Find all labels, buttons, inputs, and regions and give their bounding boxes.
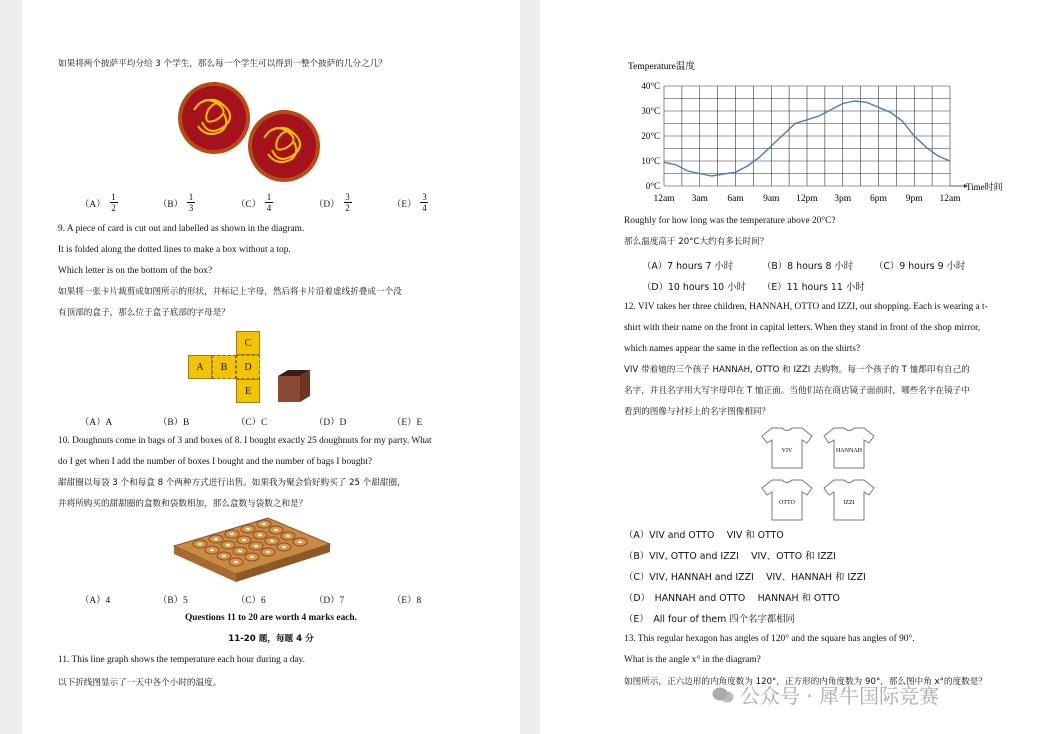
doughnut-box-illustration	[172, 514, 332, 584]
q11-text-en: 11. This line graph shows the temperature each hour during a day.	[58, 655, 305, 665]
page-right	[540, 0, 1062, 734]
net-square-b: B	[212, 355, 236, 379]
q12-option-d[interactable]: （D） HANNAH and OTTO HANNAH 和 OTTO	[624, 593, 840, 604]
pizza-illustration	[172, 76, 332, 188]
q12-text-cn-2: 名字，并且名字用大写字母印在 T 恤正面。当他们站在商店镜子面前时，哪些名字在镜子中	[624, 386, 970, 396]
q8-option-b[interactable]: （B） $\frac{1}{3}$	[158, 192, 194, 213]
tshirt-viv	[762, 428, 812, 468]
tshirt-otto	[762, 480, 812, 520]
q11-option-d[interactable]: （D）10 hours 10 小时	[642, 282, 746, 293]
q12-text-en-3: which names appear the same in the reflection as on the shirts?	[624, 344, 861, 354]
chart-x-tick-label: 6pm	[870, 194, 887, 204]
svg-text:VIV: VIV	[781, 448, 793, 454]
q12-option-a[interactable]: （A）VIV and OTTO VIV 和 OTTO	[624, 530, 784, 541]
q12-text-en-1: 12. VIV takes her three children, HANNAH, OTTO and IZZI, out shopping. Each is wearing a t-	[624, 302, 988, 312]
tshirt-izzi	[824, 480, 874, 520]
temperature-line-chart	[618, 56, 1018, 208]
q11-question-en: Roughly for how long was the temperature above 20°C?	[624, 216, 836, 226]
q11-option-e[interactable]: （E）11 hours 11 小时	[762, 282, 865, 293]
chart-y-tick-label: 10°C	[641, 156, 660, 166]
chart-x-tick-label: 6am	[727, 194, 744, 204]
q8-option-a[interactable]: （A） $\frac{1}{2}$	[80, 192, 116, 213]
q9-option-c[interactable]: （C）C	[236, 418, 268, 428]
pizza-1	[178, 82, 250, 154]
q10-option-c[interactable]: （C）6	[236, 596, 266, 606]
section-heading-cn: 11-20 题，每题 4 分	[228, 634, 314, 644]
chart-y-tick-label: 30°C	[641, 106, 660, 116]
chart-x-tick-labels	[653, 194, 961, 204]
chart-x-tick-label: 9pm	[905, 194, 923, 204]
chart-y-tick-label: 20°C	[641, 131, 660, 141]
q11-option-c[interactable]: （C）9 hours 9 小时	[874, 261, 966, 272]
chart-grid	[664, 86, 968, 188]
chart-x-tick-label: 3pm	[834, 194, 852, 204]
q9-option-e[interactable]: （E）E	[392, 418, 423, 428]
q10-option-b[interactable]: （B）5	[158, 596, 188, 606]
svg-text:OTTO: OTTO	[779, 500, 795, 506]
q11-option-a[interactable]: （A）7 hours 7 小时	[642, 261, 734, 272]
q13-text-cn-1: 如图所示，正六边形的内角度数为 120°，正方形的内角度数为 90°，那么图中角 x°的度数是？	[624, 677, 987, 687]
net-square-c: C	[236, 331, 260, 355]
q12-option-b[interactable]: （B）VIV, OTTO and IZZI VIV、OTTO 和 IZZI	[624, 551, 836, 562]
q10-text-cn-1: 甜甜圈以每袋 3 个和每盒 8 个两种方式进行出售。如果我为聚会恰好购买了 25 个甜甜圈，	[58, 478, 406, 488]
q8-option-d[interactable]: （D） $\frac{3}{2}$	[314, 192, 350, 213]
q11-text-cn: 以下折线图显示了一天中各个小时的温度。	[58, 678, 222, 688]
net-square-e: E	[236, 379, 260, 403]
net-square-a: A	[188, 355, 212, 379]
q12-text-cn-1: VIV 带着她的三个孩子 HANNAH, OTTO 和 IZZI 去购物。每一个孩子的 T 恤都印有自己的	[624, 365, 970, 375]
q8-option-c[interactable]: （C） $\frac{1}{4}$	[236, 192, 272, 213]
q8-text-cn: 如果将两个披萨平均分给 3 个学生，那么每一个学生可以得到一整个披萨的几分之几？	[58, 59, 387, 69]
q12-text-en-2: shirt with their name on the front in capital letters. When they stand in front of the shop mirror,	[624, 323, 981, 333]
svg-text:HANNAH: HANNAH	[836, 448, 862, 454]
q9-text-en-2: It is folded along the dotted lines to make a box without a top.	[58, 245, 291, 255]
chart-y-tick-label: 40°C	[641, 81, 660, 91]
q8-option-e[interactable]: （E） $\frac{3}{4}$	[392, 192, 427, 213]
watermark	[712, 680, 939, 709]
pizza-2	[248, 110, 320, 182]
q9-option-a[interactable]: （A）A	[80, 418, 113, 428]
wechat-icon	[712, 686, 734, 704]
q9-text-cn-1: 如果将一张卡片裁剪成如图所示的形状，并标记上字母，然后将卡片沿着虚线折叠成一个没	[58, 287, 402, 297]
watermark-text: 公众号 · 犀牛国际竞赛	[740, 684, 940, 708]
q12-option-c[interactable]: （C）VIV, HANNAH and IZZI VIV、HANNAH 和 IZZI	[624, 572, 866, 583]
chart-x-tick-label: 3am	[691, 194, 708, 204]
chart-y-tick-labels	[641, 81, 660, 191]
chart-title: Temperature温度	[628, 62, 695, 72]
chart-x-tick-label: 12am	[653, 194, 675, 204]
chart-y-tick-label: 0°C	[645, 181, 660, 191]
svg-text:IZZI: IZZI	[843, 500, 855, 506]
q11-question-cn: 那么温度高于 20°C大约有多长时间？	[624, 237, 769, 247]
q10-option-a[interactable]: （A）4	[80, 596, 111, 606]
q9-option-b[interactable]: （B）B	[158, 418, 190, 428]
chart-x-axis-label: Time时间	[966, 182, 1003, 192]
q10-option-e[interactable]: （E）8	[392, 596, 422, 606]
chart-x-tick-label: 12pm	[796, 194, 818, 204]
chart-x-tick-label: 12am	[939, 194, 961, 204]
section-heading-en: Questions 11 to 20 are worth 4 marks each.	[185, 613, 357, 623]
q9-text-en-3: Which letter is on the bottom of the box?	[58, 266, 213, 276]
chart-x-tick-label: 9am	[763, 194, 780, 204]
tshirt-hannah	[824, 428, 874, 468]
q12-option-e[interactable]: （E） All four of them 四个名字都相同	[624, 614, 795, 625]
q13-text-en-1: 13. This regular hexagon has angles of 120° and the square has angles of 90°.	[624, 634, 915, 644]
card-net-diagram	[188, 329, 280, 403]
q10-text-en-1: 10. Doughnuts come in bags of 3 and boxes of 8. I bought exactly 25 doughnuts for my party. What	[58, 436, 432, 446]
q10-text-en-2: do I get when I add the number of boxes I bought and the number of bags I bought?	[58, 457, 372, 467]
page-left	[22, 0, 520, 734]
q10-text-cn-2: 并将所购买的甜甜圈的盒数和袋数相加，那么盒数与袋数之和是？	[58, 499, 308, 509]
q12-text-cn-3: 看到的图像与衬衫上的名字图像相同？	[624, 407, 771, 417]
q10-option-d[interactable]: （D）7	[314, 596, 345, 606]
tshirts-illustration	[758, 424, 880, 524]
q13-text-en-2: What is the angle x° in the diagram?	[624, 655, 761, 665]
q9-text-cn-2: 有顶部的盒子，那么位于盒子底部的字母是？	[58, 308, 230, 318]
q11-option-b[interactable]: （B）8 hours 8 小时	[762, 261, 854, 272]
q9-option-d[interactable]: （D）D	[314, 418, 347, 428]
open-box-illustration	[274, 366, 314, 408]
net-square-d: D	[236, 355, 260, 379]
q9-text-en-1: 9. A piece of card is cut out and labelled as shown in the diagram.	[58, 224, 305, 234]
